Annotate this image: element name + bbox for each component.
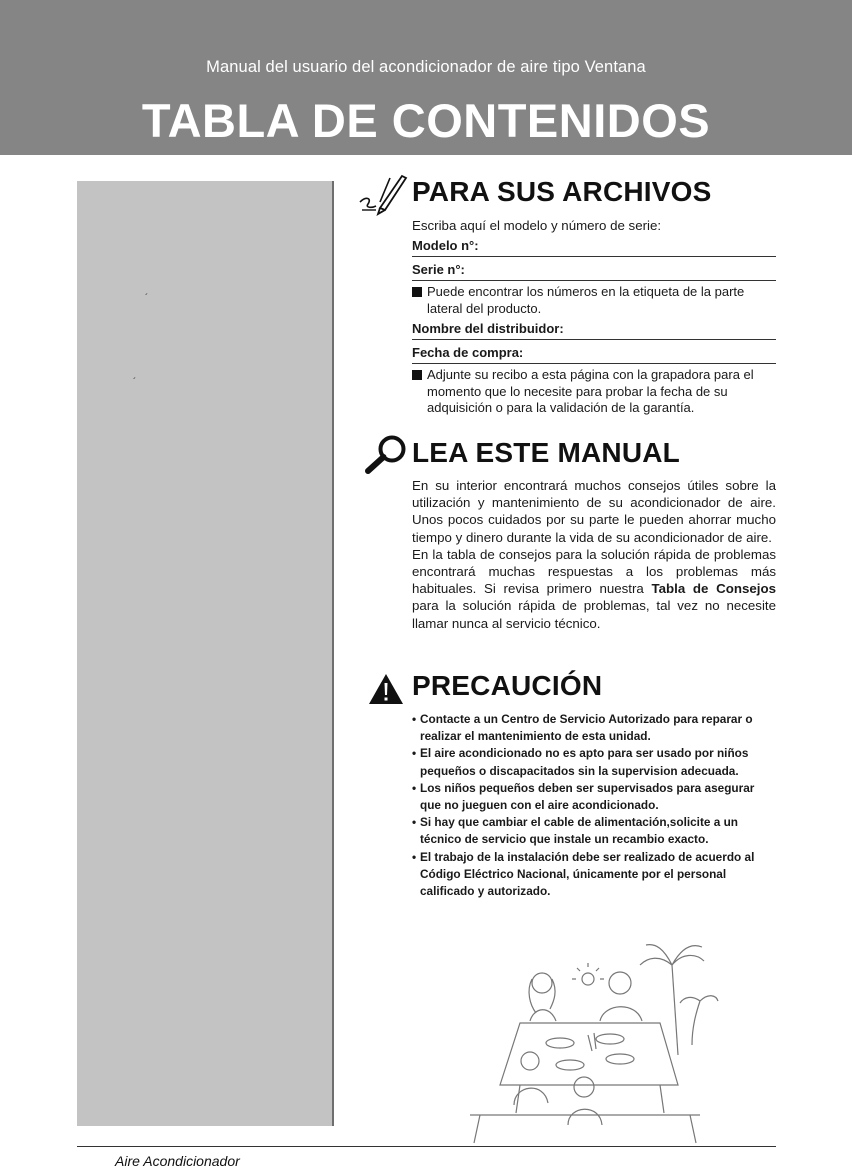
sidebar-mark: ´ [133, 377, 137, 388]
bullet-square-icon [412, 287, 422, 297]
read-paragraph-2 [412, 546, 776, 632]
read-paragraph-2-start: En la tabla de consejos para la solución rápida de problemas encontrará muchas respuestas a los problemas más habituales. Si revisa primero nuestra [412, 546, 776, 597]
serial-number-field: Serie n°: [412, 260, 776, 281]
warning-icon [367, 672, 405, 706]
pen-icon [358, 172, 408, 216]
section-title-caution: PRECAUCIÓN [412, 670, 603, 701]
receipt-note-text: Adjunte su recibo a esta página con la grapadora para el momento que lo necesite para probar la fecha de su adquisición o para la validación de la garantía. [427, 367, 754, 416]
magnifier-icon [364, 434, 408, 474]
caution-item-text: Si hay que cambiar el cable de alimentación,solicite a un técnico de servicio que instale un recambio exacto. [420, 815, 738, 847]
sidebar-panel [77, 181, 334, 1126]
footer-product-name: Aire Acondicionador [115, 1153, 240, 1169]
sidebar-mark: ´ [145, 293, 149, 304]
read-section [412, 477, 776, 632]
receipt-note [412, 364, 776, 419]
dealer-name-field: Nombre del distribuidor: [412, 319, 776, 340]
caution-item-text: El trabajo de la instalación debe ser realizado de acuerdo al Código Eléctrico Nacional, únicamente por el personal calificado y autorizado. [420, 849, 755, 899]
caution-item-text: Los niños pequeños deben ser supervisados para asegurar que no jueguen con el aire acondicionado. [420, 780, 755, 813]
caution-item-text: Contacte a un Centro de Servicio Autorizado para reparar o realizar el mantenimiento de esta unidad. [420, 712, 753, 744]
footer-rule [77, 1146, 776, 1147]
caution-item-text: El aire acondicionado no es apto para ser usado por niños pequeños o discapacitados sin la supervision adecuada. [420, 746, 749, 778]
caution-item: • Los niños pequeños deben ser supervisados para asegurar que no jueguen con el aire acondicionado. [412, 780, 776, 814]
caution-item: • El trabajo de la instalación debe ser realizado de acuerdo al Código Eléctrico Nacional, únicamente por el personal calificado y autorizado. [412, 849, 776, 901]
manual-subtitle: Manual del usuario del acondicionador de aire tipo Ventana [206, 58, 646, 76]
records-intro: Escriba aquí el modelo y número de serie: [412, 218, 662, 233]
caution-item: • Si hay que cambiar el cable de alimentación,solicite a un técnico de servicio que instale un recambio exacto. [412, 814, 776, 848]
caution-item: • El aire acondicionado no es apto para ser usado por niños pequeños o discapacitados sin la supervision adecuada. [412, 745, 776, 779]
caution-list [412, 711, 776, 900]
model-number-field: Modelo n°: [412, 236, 776, 257]
section-title-read: LEA ESTE MANUAL [412, 437, 680, 468]
bullet-square-icon [412, 370, 422, 380]
tips-table-reference: Tabla de Consejos [651, 581, 776, 597]
purchase-date-field: Fecha de compra: [412, 343, 776, 364]
page-title: TABLA DE CONTENIDOS [141, 94, 711, 147]
records-section [412, 217, 776, 419]
caution-item: • Contacte a un Centro de Servicio Autorizado para reparar o realizar el mantenimiento de esta unidad. [412, 711, 776, 745]
family-picnic-illustration [460, 935, 720, 1145]
section-title-records: PARA SUS ARCHIVOS [412, 176, 712, 207]
read-paragraph-2-end: para la solución rápida de problemas, tal vez no necesite llamar nunca al servicio técnico. [412, 598, 776, 631]
page-header [0, 0, 852, 155]
records-note [412, 281, 776, 319]
records-note-text: Puede encontrar los números en la etiqueta de la parte lateral del producto. [427, 284, 745, 316]
read-paragraph-1: En su interior encontrará muchos consejos útiles sobre la utilización y mantenimiento de su acondicionador de aire. Unos pocos cuidados por su parte le pueden ahorrar mucho tiempo y dinero durante la vida de su acondicionador de aire. [412, 478, 776, 545]
